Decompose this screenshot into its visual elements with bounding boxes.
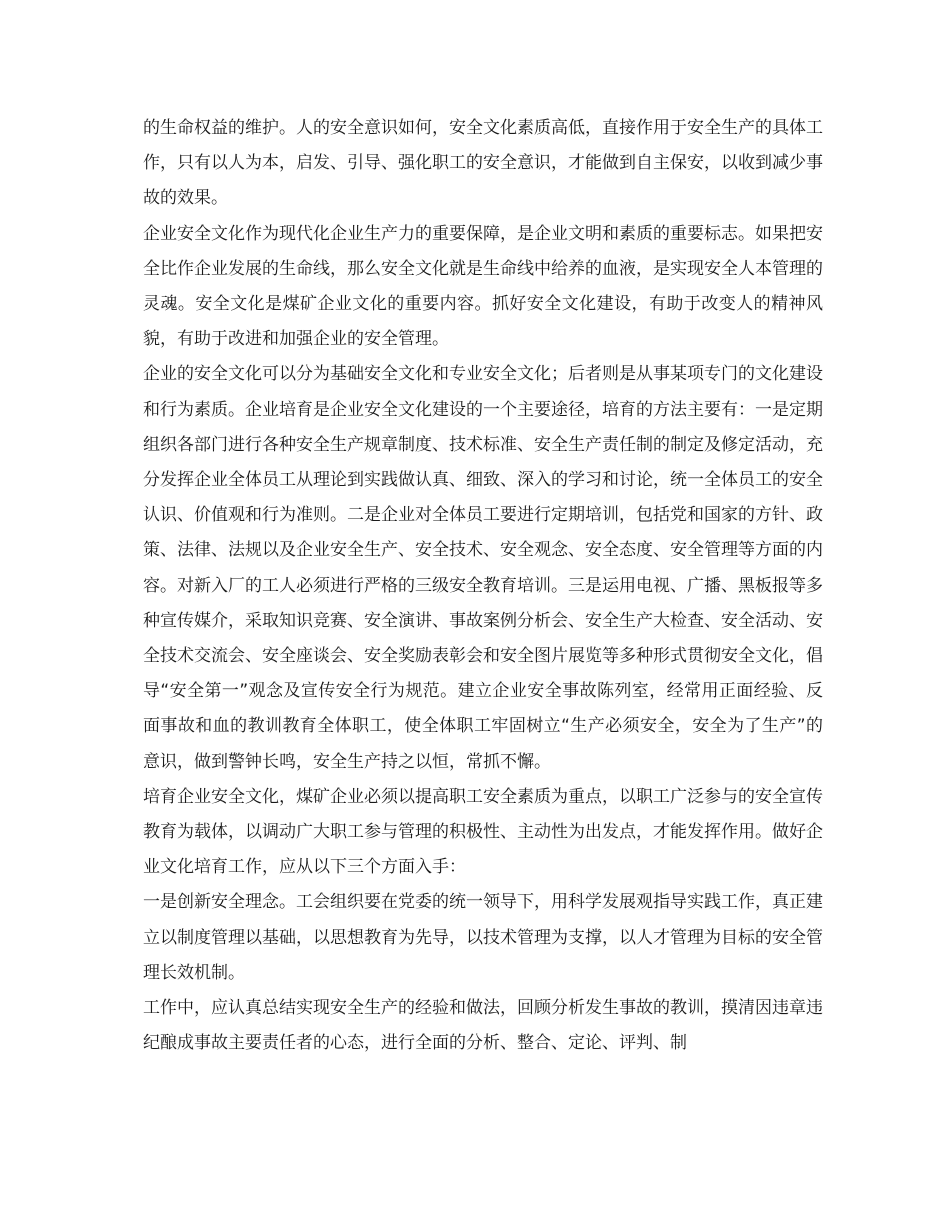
paragraph-safety-culture-importance: 企业安全文化作为现代化企业生产力的重要保障，是企业文明和素质的重要标志。如果把安全比作企业发展的生命线，那么安全文化就是生命线中给养的血液，是实现安全人本管理的灵魂。安全文化是煤矿企业文化的重要内容。抓好安全文化建设，有助于改变人的精神风貌，有助于改进和加强企业的安全管理。 — [143, 223, 823, 350]
paragraph-innovate-concept: 一是创新安全理念。工会组织要在党委的统一领导下，用科学发展观指导实践工作，真正建立以制度管理以基础，以思想教育为先导，以技术管理为支撑，以人才管理为目标的安全管理长效机制。 — [143, 892, 823, 983]
paragraph-summarize-experience: 工作中，应认真总结实现安全生产的经验和做法，回顾分析发生事故的教训，摸清因违章违纪酿成事故主要责任者的心态，进行全面的分析、整合、定论、评判、制 — [143, 998, 823, 1054]
paragraph-cultivation-focus: 培育企业安全文化，煤矿企业必须以提高职工安全素质为重点，以职工广泛参与的安全宣传教育为载体，以调动广大职工参与管理的积极性、主动性为出发点，才能发挥作用。做好企业文化培育工作，应从以下三个方面入手： — [143, 786, 823, 878]
paragraph-safety-awareness: 的生命权益的维护。人的安全意识如何，安全文化素质高低，直接作用于安全生产的具体工作，只有以人为本，启发、引导、强化职工的安全意识，才能做到自主保安，以收到减少事故的效果。 — [143, 118, 823, 209]
document-body — [143, 111, 823, 1061]
paragraph-cultivation-methods: 企业的安全文化可以分为基础安全文化和专业安全文化；后者则是从事某项专门的文化建设和行为素质。企业培育是企业安全文化建设的一个主要途径，培育的方法主要有：一是定期组织各部门进行各种安全生产规章制度、技术标准、安全生产责任制的制定及修定活动，充分发挥企业全体员工从理论到实践做认真、细致、深入的学习和讨论，统一全体员工的安全认识、价值观和行为准则。二是企业对全体员工要进行定期培训，包括党和国家的方针、政策、法律、法规以及企业安全生产、安全技术、安全观念、安全态度、安全管理等方面的内容。对新入厂的工人必须进行严格的三级安全教育培训。三是运用电视、广播、黑板报等多种宣传媒介，采取知识竞赛、安全演讲、事故案例分析会、安全生产大检查、安全活动、安全技术交流会、安全座谈会、安全奖励表彰会和安全图片展览等多种形式贯彻安全文化，倡导“安全第一”观念及宣传安全行为规范。建立企业安全事故陈列室，经常用正面经验、反面事故和血的教训教育全体职工，使全体职工牢固树立“生产必须安全，安全为了生产”的意识，做到警钟长鸣，安全生产持之以恒，常抓不懈。 — [143, 364, 823, 772]
